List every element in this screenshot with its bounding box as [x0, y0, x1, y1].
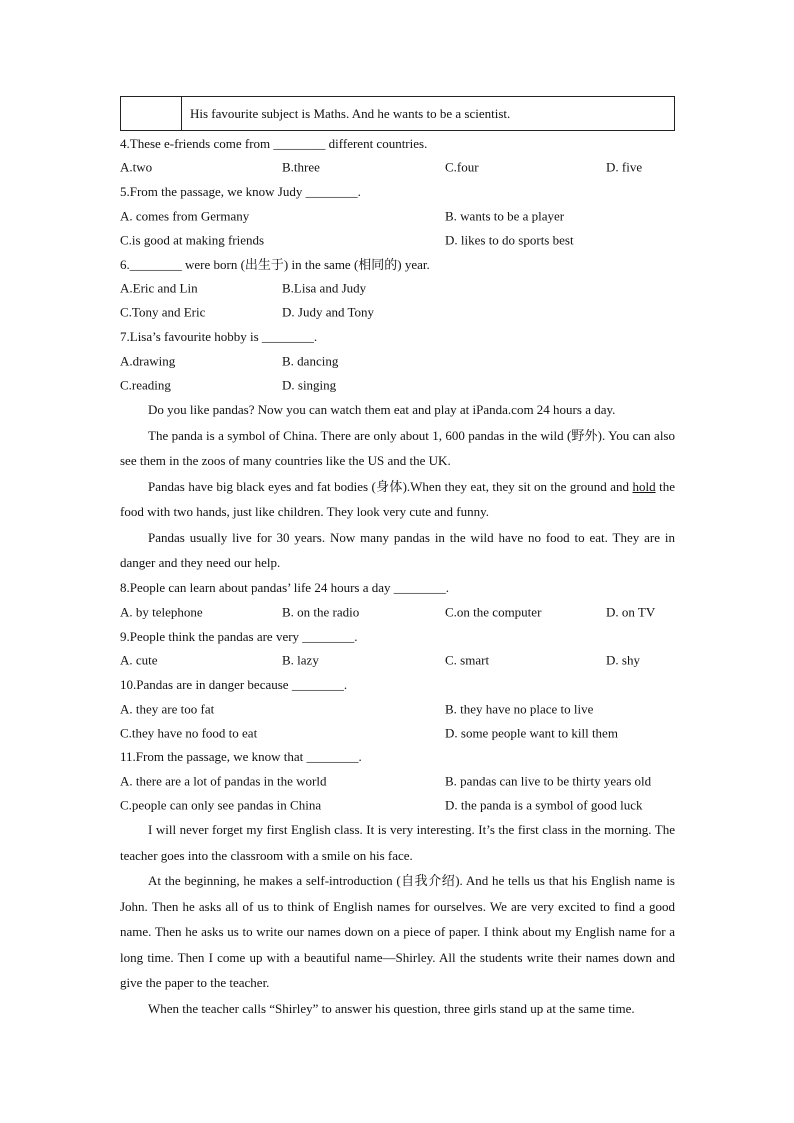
table-cell-description: His favourite subject is Maths. And he wants to be a scientist.: [182, 97, 675, 131]
option-b[interactable]: B.three: [282, 159, 320, 175]
question-stem: 11.From the passage, we know that ________.: [120, 749, 362, 765]
passage-paragraph: Pandas have big black eyes and fat bodies (身体).When they eat, they sit on the ground and hold the food with two hands, just like children. They look very cute and funny.: [120, 478, 675, 520]
option-b[interactable]: B. on the radio: [282, 604, 360, 620]
option-c[interactable]: C.on the computer: [445, 604, 542, 620]
passage-paragraph: When the teacher calls “Shirley” to answer his question, three girls stand up at the same time.: [148, 1000, 635, 1016]
options-row: [120, 600, 675, 624]
option-d[interactable]: D. likes to do sports best: [445, 232, 574, 248]
option-d[interactable]: D. shy: [606, 652, 640, 668]
options-row: [120, 769, 675, 793]
options-row: [120, 648, 675, 672]
option-b[interactable]: B. lazy: [282, 652, 319, 668]
passage-paragraph: At the beginning, he makes a self-introduction (自我介绍). And he tells us that his English name is John. Then he asks all of us to think of English names for ourselves. We are very excited to find a good name. Then he asks us to write our names down on a piece of paper. I think about my English name for a long time. Then I come up with a beautiful name—Shirley. All the students write their names down and give the paper to the teacher.: [120, 873, 675, 991]
option-d[interactable]: D. the panda is a symbol of good luck: [445, 797, 643, 813]
options-row: [120, 373, 675, 397]
option-c[interactable]: C.is good at making friends: [120, 232, 265, 248]
option-c[interactable]: C.four: [445, 159, 479, 175]
option-a[interactable]: A. there are a lot of pandas in the world: [120, 773, 327, 789]
underlined-word: hold: [632, 478, 656, 494]
options-row: [120, 349, 675, 373]
option-c[interactable]: C.they have no food to eat: [120, 725, 258, 741]
option-a[interactable]: A. comes from Germany: [120, 208, 250, 224]
option-a[interactable]: A. by telephone: [120, 604, 203, 620]
question-stem: 10.Pandas are in danger because ________.: [120, 676, 348, 692]
passage-paragraph: Pandas usually live for 30 years. Now many pandas in the wild have no food to eat. They are in danger and they need our help.: [120, 529, 675, 571]
question-stem: 7.Lisa’s favourite hobby is ________.: [120, 329, 318, 345]
options-row: [120, 228, 675, 252]
option-b[interactable]: B.Lisa and Judy: [282, 280, 367, 296]
option-a[interactable]: A.Eric and Lin: [120, 280, 198, 296]
question-stem: 9.People think the pandas are very ________.: [120, 628, 358, 644]
passage-paragraph: The panda is a symbol of China. There are only about 1, 600 pandas in the wild (野外). You can also see them in the zoos of many countries like the US and the UK.: [120, 427, 675, 469]
option-b[interactable]: B. wants to be a player: [445, 208, 565, 224]
passage-paragraph: Do you like pandas? Now you can watch them eat and play at iPanda.com 24 hours a day.: [148, 402, 616, 418]
worksheet-page: [120, 96, 675, 1021]
option-c[interactable]: C.people can only see pandas in China: [120, 797, 322, 813]
option-a[interactable]: A. cute: [120, 652, 158, 668]
options-row: [120, 300, 675, 324]
option-a[interactable]: A.two: [120, 159, 153, 175]
options-row: [120, 697, 675, 721]
option-b[interactable]: B. pandas can live to be thirty years old: [445, 773, 652, 789]
question-stem: 4.These e-friends come from ________ different countries.: [120, 135, 428, 151]
option-c[interactable]: C. smart: [445, 652, 490, 668]
option-d[interactable]: D. five: [606, 159, 643, 175]
option-c[interactable]: C.Tony and Eric: [120, 304, 206, 320]
options-row: [120, 155, 675, 179]
options-row: [120, 204, 675, 228]
option-a[interactable]: A. they are too fat: [120, 701, 215, 717]
option-d[interactable]: D. Judy and Tony: [282, 304, 375, 320]
option-d[interactable]: D. on TV: [606, 604, 656, 620]
option-b[interactable]: B. they have no place to live: [445, 701, 594, 717]
option-c[interactable]: C.reading: [120, 377, 171, 393]
option-b[interactable]: B. dancing: [282, 353, 339, 369]
passage-paragraph: I will never forget my first English class. It is very interesting. It’s the first class in the morning. The teacher goes into the classroom with a smile on his face.: [120, 822, 675, 863]
options-row: [120, 276, 675, 300]
option-a[interactable]: A.drawing: [120, 353, 176, 369]
question-stem: 8.People can learn about pandas’ life 24 hours a day ________.: [120, 580, 449, 596]
question-stem: 5.From the passage, we know Judy ________.: [120, 183, 361, 199]
table-row: [121, 97, 675, 131]
options-row: [120, 793, 675, 817]
question-stem: 6.________ were born (出生于) in the same (相同的) year.: [120, 256, 430, 272]
table-cell-name: [121, 97, 182, 131]
option-d[interactable]: D. singing: [282, 377, 337, 393]
options-row: [120, 721, 675, 745]
profile-table: [120, 96, 675, 131]
option-d[interactable]: D. some people want to kill them: [445, 725, 618, 741]
